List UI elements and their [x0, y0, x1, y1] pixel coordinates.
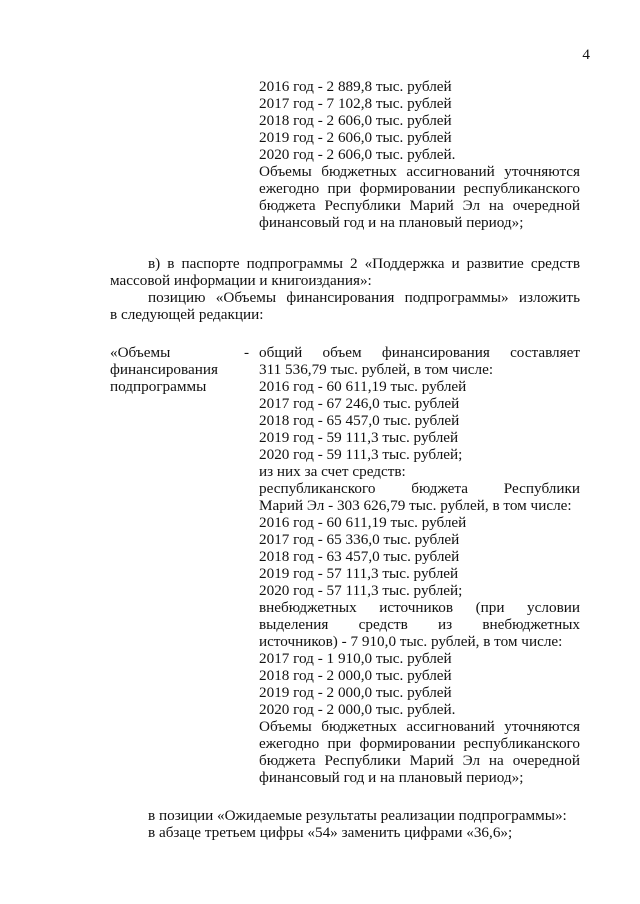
funding-line: 2017 год - 65 336,0 тыс. рублей: [259, 531, 460, 548]
funding-line: 2019 год - 59 111,3 тыс. рублей: [259, 429, 459, 446]
funding-line: Марий Эл - 303 626,79 тыс. рублей, в том числе:: [259, 497, 572, 514]
funding-line: 2020 год - 2 606,0 тыс. рублей.: [259, 146, 456, 163]
funding-line: из них за счет средств:: [259, 463, 406, 480]
paragraph-line: в абзаце третьем цифры «54» заменить цифрами «36,6»;: [148, 824, 513, 841]
funding-line: 2016 год - 2 889,8 тыс. рублей: [259, 78, 452, 95]
note-line: ежегодно при формировании республиканского: [259, 180, 580, 197]
funding-line: 2017 год - 1 910,0 тыс. рублей: [259, 650, 452, 667]
funding-line: 311 536,79 тыс. рублей, в том числе:: [259, 361, 494, 378]
note-line: Объемы бюджетных ассигнований уточняются: [259, 163, 580, 180]
funding-line: 2018 год - 2 000,0 тыс. рублей: [259, 667, 452, 684]
paragraph-line: в) в паспорте подпрограммы 2 «Поддержка и развитие средств: [148, 255, 580, 272]
paragraph-line: позицию «Объемы финансирования подпрограммы» изложить: [148, 289, 580, 306]
funding-line: общий объем финансирования составляет: [259, 344, 580, 361]
funding-line: 2017 год - 7 102,8 тыс. рублей: [259, 95, 452, 112]
funding-line: 2016 год - 60 611,19 тыс. рублей: [259, 514, 467, 531]
paragraph-line: в следующей редакции:: [110, 306, 264, 323]
paragraph-line: в позиции «Ожидаемые результаты реализации подпрограммы»:: [148, 807, 567, 824]
note-line: Объемы бюджетных ассигнований уточняются: [259, 718, 580, 735]
note-line: бюджета Республики Марий Эл на очередной: [259, 197, 580, 214]
note-line: финансовый год и на плановый период»;: [259, 769, 524, 786]
note-line: бюджета Республики Марий Эл на очередной: [259, 752, 580, 769]
funding-line: 2018 год - 63 457,0 тыс. рублей: [259, 548, 460, 565]
funding-line: выделения средств из внебюджетных: [259, 616, 580, 633]
note-line: ежегодно при формировании республиканского: [259, 735, 580, 752]
label-line: финансирования: [110, 361, 218, 378]
label-line: «Объемы: [110, 344, 171, 361]
funding-line: источников) - 7 910,0 тыс. рублей, в том числе:: [259, 633, 563, 650]
funding-line: внебюджетных источников (при условии: [259, 599, 580, 616]
note-line: финансовый год и на плановый период»;: [259, 214, 524, 231]
funding-line: 2017 год - 67 246,0 тыс. рублей: [259, 395, 460, 412]
funding-line: 2020 год - 57 111,3 тыс. рублей;: [259, 582, 463, 599]
funding-line: 2019 год - 2 000,0 тыс. рублей: [259, 684, 452, 701]
dash-separator: -: [244, 344, 250, 361]
paragraph-line: массовой информации и книгоиздания»:: [110, 272, 372, 289]
funding-line: 2016 год - 60 611,19 тыс. рублей: [259, 378, 467, 395]
funding-line: 2019 год - 2 606,0 тыс. рублей: [259, 129, 452, 146]
funding-line: 2018 год - 65 457,0 тыс. рублей: [259, 412, 460, 429]
funding-line: 2018 год - 2 606,0 тыс. рублей: [259, 112, 452, 129]
funding-line: республиканского бюджета Республики: [259, 480, 580, 497]
page-number: 4: [582, 46, 590, 63]
funding-line: 2019 год - 57 111,3 тыс. рублей: [259, 565, 459, 582]
funding-line: 2020 год - 59 111,3 тыс. рублей;: [259, 446, 463, 463]
label-line: подпрограммы: [110, 378, 207, 395]
funding-line: 2020 год - 2 000,0 тыс. рублей.: [259, 701, 456, 718]
